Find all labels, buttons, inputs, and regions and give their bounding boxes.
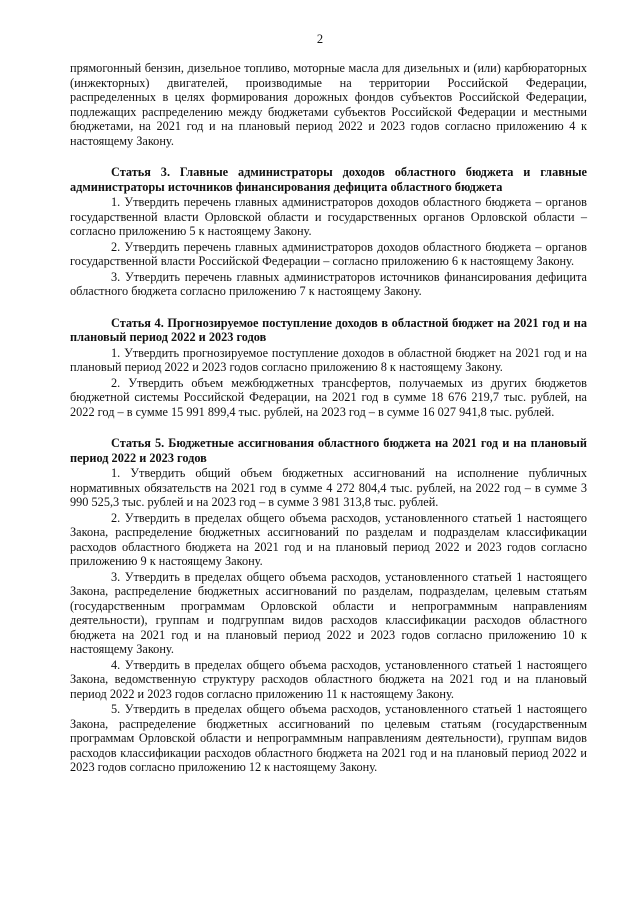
article-3 — [70, 165, 587, 299]
article-4-paragraph-1: 1. Утвердить прогнозируемое поступление доходов в областной бюджет на 2021 год и на плановый период 2022 и 2023 годов согласно приложению 8 к настоящему Закону. — [70, 345, 587, 374]
article-4-paragraph-2: 2. Утвердить объем межбюджетных трансфертов, получаемых из других бюджетов бюджетной системы Российской Федерации, на 2021 год в сумме 18 676 219,7 тыс. рублей, на 2022 год – в сумме 15 991 899,4 тыс. рублей, на 2023 год – в сумме 16 027 941,8 тыс. рублей. — [70, 375, 587, 419]
article-5-title: Статья 5. Бюджетные ассигнования областного бюджета на 2021 год и на плановый период 2022 и 2023 годов — [70, 436, 587, 465]
intro-paragraph: прямогонный бензин, дизельное топливо, моторные масла для дизельных и (или) карбюраторных (инжекторных) двигателей, производимые на территории Российской Федерации, распределенных в целях формирования дорожных фондов субъектов Российской Федерации, подлежащих распределению между бюджетами субъектов Российской Федерации и местными бюджетами, на 2021 год и на плановый период 2022 и 2023 годов согласно приложению 4 к настоящему Закону. — [70, 61, 587, 148]
article-5-paragraph-3: 3. Утвердить в пределах общего объема расходов, установленного статьей 1 настоящего Закона, распределение бюджетных ассигнований по разделам, подразделам, целевым статьям (государственным программам Орловской области и непрограммным направлениям деятельности), группам и подгруппам видов расходов классификации расходов областного бюджета на 2021 год и на плановый период 2022 и 2023 годов согласно приложению 10 к настоящему Закону. — [70, 569, 587, 656]
article-4-title: Статья 4. Прогнозируемое поступление доходов в областной бюджет на 2021 год и на плановый период 2022 и 2023 годов — [70, 315, 587, 344]
article-5-paragraph-1: 1. Утвердить общий объем бюджетных ассигнований на исполнение публичных нормативных обязательств на 2021 год в сумме 4 272 804,4 тыс. рублей, на 2022 год – в сумме 3 990 525,3 тыс. рублей и на 2023 год – в сумме 3 981 313,8 тыс. рублей. — [70, 466, 587, 509]
article-3-paragraph-3: 3. Утвердить перечень главных администраторов источников финансирования дефицита областного бюджета согласно приложению 7 к настоящему Закону. — [70, 269, 587, 298]
article-3-title: Статья 3. Главные администраторы доходов областного бюджета и главные администраторы источников финансирования дефицита областного бюджета — [70, 165, 587, 194]
article-4 — [70, 316, 587, 420]
article-5 — [70, 436, 587, 775]
page-number: 2 — [316, 32, 324, 46]
article-3-paragraph-2: 2. Утвердить перечень главных администраторов доходов областного бюджета – органов государственной власти Российской Федерации – согласно приложению 6 к настоящему Закону. — [70, 239, 587, 268]
article-5-paragraph-2: 2. Утвердить в пределах общего объема расходов, установленного статьей 1 настоящего Закона, распределение бюджетных ассигнований по разделам и подразделам классификации расходов областного бюджета на 2021 год и на плановый период 2022 и 2023 годов согласно приложению 9 к настоящему Закону. — [70, 510, 587, 568]
article-5-paragraph-4: 4. Утвердить в пределах общего объема расходов, установленного статьей 1 настоящего Закона, ведомственную структуру расходов областного бюджета на 2021 год и на плановый период 2022 и 2023 годов согласно приложению 11 к настоящему Закону. — [70, 657, 587, 701]
document-body — [70, 61, 587, 775]
article-5-paragraph-5: 5. Утвердить в пределах общего объема расходов, установленного статьей 1 настоящего Закона, распределение бюджетных ассигнований по целевым статьям (государственным программам Орловской области и непрограммным направлениям деятельности), группам видов расходов классификации расходов областного бюджета на 2021 год и на плановый период 2022 и 2023 годов согласно приложению 12 к настоящему Закону. — [70, 702, 587, 774]
article-3-paragraph-1: 1. Утвердить перечень главных администраторов доходов областного бюджета – органов государственной власти Орловской области и государственных органов Орловской области – согласно приложению 5 к настоящему Закону. — [70, 195, 587, 238]
